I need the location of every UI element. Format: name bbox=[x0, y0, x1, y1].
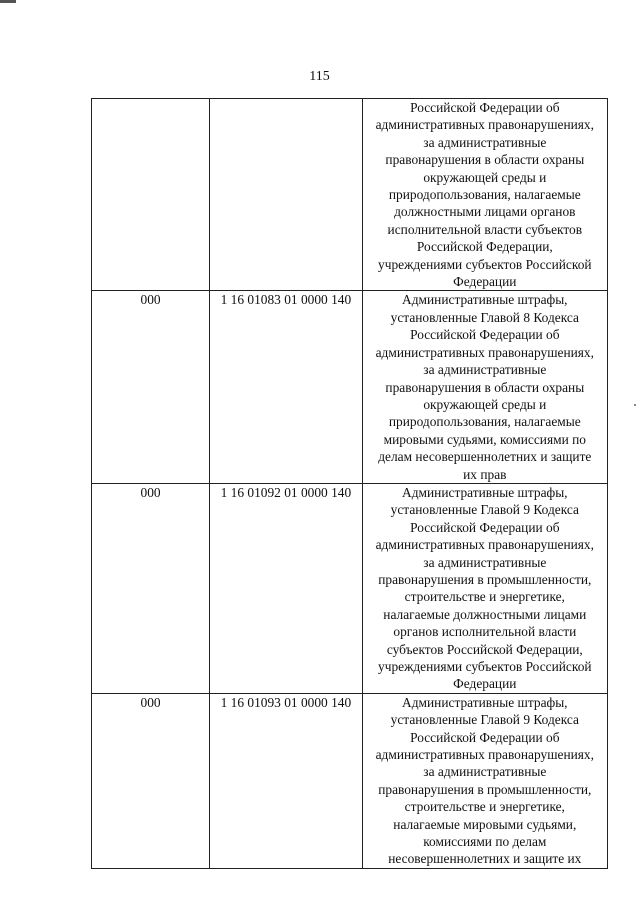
description-line: строительстве и энергетике, bbox=[404, 589, 565, 605]
page-number: 115 bbox=[309, 69, 330, 84]
admin-code-cell bbox=[92, 99, 210, 291]
description-line: субъектов Российской Федерации, bbox=[386, 641, 583, 657]
kbk-code-cell: 1 16 01093 01 0000 140 bbox=[210, 693, 362, 868]
description-line: учреждениями субъектов Российской bbox=[378, 256, 592, 272]
kbk-code-cell: 1 16 01092 01 0000 140 bbox=[210, 483, 362, 693]
description-line: органов исполнительной власти bbox=[393, 624, 577, 640]
description-line: окружающей среды и bbox=[423, 169, 547, 185]
description-line: Российской Федерации об bbox=[410, 729, 560, 745]
description-line: за административные bbox=[423, 134, 547, 150]
description-line: Российской Федерации об bbox=[410, 519, 560, 535]
kbk-code-cell: 1 16 01083 01 0000 140 bbox=[210, 291, 362, 483]
description-line: строительстве и энергетике, bbox=[404, 799, 565, 815]
scan-corner-mark bbox=[0, 0, 16, 3]
description-cell bbox=[362, 99, 607, 291]
description-line: исполнительной власти субъектов bbox=[387, 221, 583, 237]
description-line: налагаемые мировыми судьями, bbox=[393, 816, 577, 832]
description-line: правонарушения в промышленности, bbox=[378, 571, 592, 587]
description-line: правонарушения в промышленности, bbox=[378, 781, 592, 797]
description-line: правонарушения в области охраны bbox=[385, 152, 585, 168]
description-cell bbox=[362, 291, 607, 483]
description-line: учреждениями субъектов Российской bbox=[378, 659, 592, 674]
description-line: административных правонарушениях, bbox=[375, 537, 594, 553]
description-line: мировыми судьями, комиссиями по bbox=[383, 431, 586, 447]
description-line: за административные bbox=[423, 554, 547, 570]
description-line: Административные штрафы, bbox=[402, 484, 568, 500]
description-line: Административные штрафы, bbox=[402, 292, 568, 308]
table-row bbox=[92, 99, 608, 291]
admin-code-cell: 000 bbox=[92, 693, 210, 868]
description-line: комиссиями по делам bbox=[423, 834, 547, 850]
description-line: должностными лицами органов bbox=[394, 204, 576, 220]
description-line: административных правонарушениях, bbox=[375, 747, 594, 763]
description-line: окружающей среды и bbox=[423, 396, 547, 412]
description-line: налагаемые должностными лицами bbox=[383, 606, 587, 622]
description-line: за административные bbox=[423, 362, 547, 378]
description-line: за административные bbox=[423, 764, 547, 780]
description-line: Административные штрафы, bbox=[402, 694, 568, 710]
scan-dust-dot bbox=[634, 404, 636, 406]
description-line: Российской Федерации об bbox=[410, 100, 560, 115]
description-line: Федерации bbox=[453, 676, 517, 692]
description-line: природопользования, налагаемые bbox=[388, 414, 581, 430]
description-line: природопользования, налагаемые bbox=[388, 187, 581, 203]
description-line: делам несовершеннолетних и защите bbox=[378, 449, 592, 465]
description-line: Федерации bbox=[453, 274, 517, 290]
description-line: правонарушения в области охраны bbox=[385, 379, 585, 395]
description-line: административных правонарушениях, bbox=[375, 344, 594, 360]
description-line: установленные Главой 9 Кодекса bbox=[390, 502, 579, 518]
description-line: установленные Главой 9 Кодекса bbox=[390, 712, 579, 728]
table-row bbox=[92, 693, 608, 868]
admin-code-cell: 000 bbox=[92, 483, 210, 693]
description-line: Российской Федерации об bbox=[410, 327, 560, 343]
description-line: административных правонарушениях, bbox=[375, 117, 594, 133]
description-line: установленные Главой 8 Кодекса bbox=[390, 309, 579, 325]
description-line: их прав bbox=[463, 466, 507, 482]
admin-code-cell: 000 bbox=[92, 291, 210, 483]
description-cell bbox=[362, 693, 607, 868]
kbk-code-cell bbox=[210, 99, 362, 291]
description-line: Российской Федерации, bbox=[416, 239, 553, 255]
budget-codes-table bbox=[91, 98, 608, 869]
description-line: несовершеннолетних и защите их bbox=[388, 851, 582, 867]
table-row bbox=[92, 483, 608, 693]
description-cell bbox=[362, 483, 607, 693]
table-row bbox=[92, 291, 608, 483]
